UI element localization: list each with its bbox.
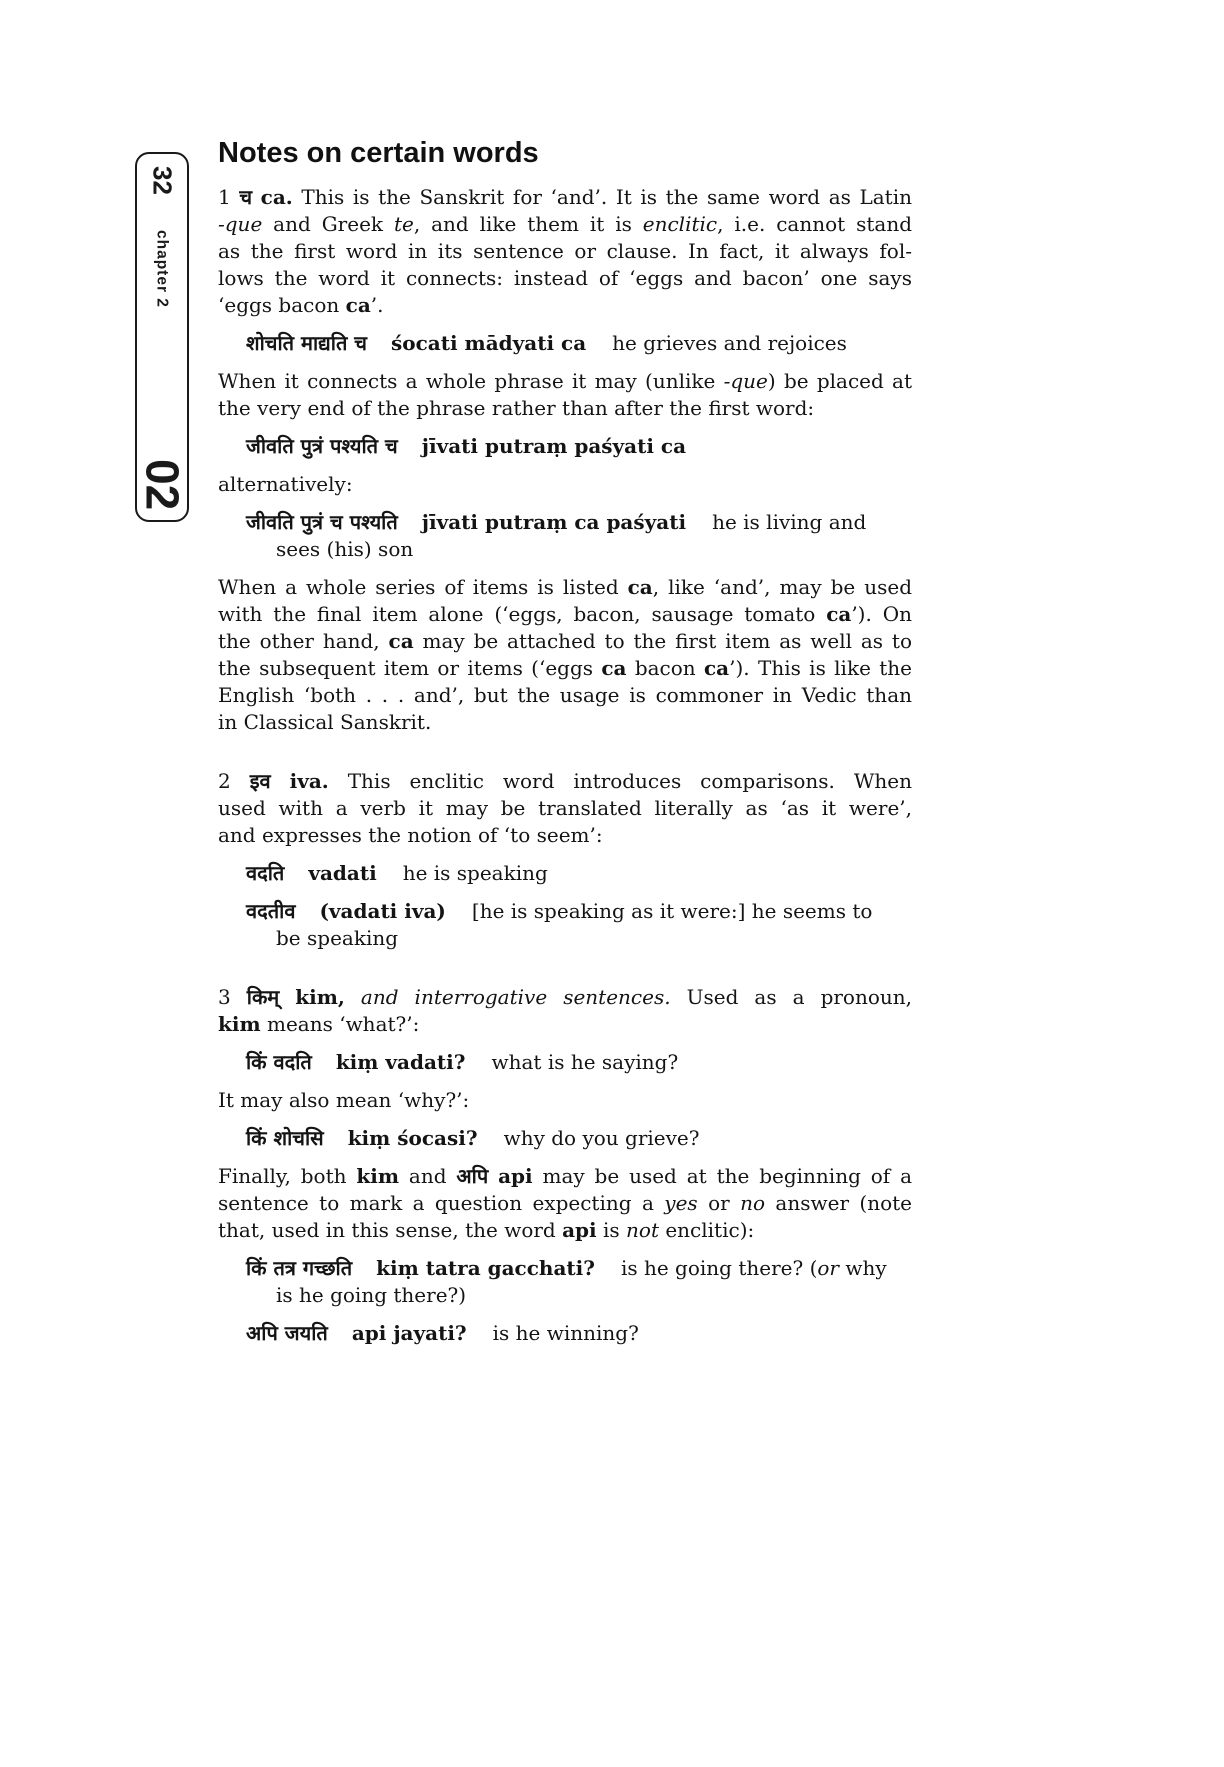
text-segment: iva.	[289, 769, 329, 793]
example-block	[246, 1320, 912, 1347]
devanagari-text: शोचति माद्यति च	[246, 331, 368, 355]
text-segment: used with a verb it may be translated literally as ‘as it were’,	[218, 796, 912, 820]
text-segment: It may also mean ‘why?’:	[218, 1088, 470, 1112]
text-segment: may be used at the beginning of a	[532, 1164, 912, 1188]
text-segment: ’.	[370, 293, 384, 317]
text-line	[218, 822, 912, 849]
text-segment: enclitic	[642, 212, 718, 236]
devanagari-text: किं शोचसि	[246, 1126, 324, 1150]
example-block	[246, 330, 912, 357]
text-segment: -que	[218, 212, 263, 236]
text-segment: ca.	[260, 185, 293, 209]
text-segment: English ‘both . . . and’, but the usage is commoner in Vedic than	[218, 683, 912, 707]
transliteration-text: vadati	[308, 861, 377, 885]
text-segment: he is speaking	[402, 861, 548, 885]
transliteration-text: (vadati iva)	[319, 899, 446, 923]
text-segment: means ‘what?’:	[260, 1012, 420, 1036]
text-segment: This enclitic word introduces comparisons. When	[328, 769, 912, 793]
text-segment: kim	[218, 1012, 261, 1036]
text-line	[218, 655, 912, 682]
text-segment: [he is speaking as it were:] he seems to	[471, 899, 873, 923]
text-segment	[345, 985, 361, 1009]
text-line	[218, 1011, 912, 1038]
text-line	[218, 768, 912, 795]
devanagari-text: वदति	[246, 861, 285, 885]
text-segment: with the final item alone (‘eggs, bacon, sausage tomato	[218, 602, 827, 626]
transliteration-text: jīvati putraṃ ca paśyati	[421, 510, 687, 534]
text-segment: and expresses the notion of ‘to seem’:	[218, 823, 603, 847]
gloss-text	[712, 510, 866, 534]
example-block	[246, 509, 912, 563]
example-block	[246, 860, 912, 887]
text-segment: When it connects a whole phrase it may (unlike	[218, 369, 724, 393]
text-segment: the subsequent item or items (‘eggs	[218, 656, 602, 680]
example-block	[246, 1125, 912, 1152]
devanagari-text: अपि जयति	[246, 1321, 328, 1345]
text-segment: 2	[218, 769, 250, 793]
gloss-text	[612, 331, 847, 355]
text-segment: the very end of the phrase rather than after the first word:	[218, 396, 815, 420]
text-segment: answer (note	[765, 1191, 912, 1215]
text-segment	[279, 985, 295, 1009]
transliteration-text: kiṃ tatra gacchati?	[376, 1256, 595, 1280]
text-line	[218, 795, 912, 822]
text-segment: ‘eggs bacon	[218, 293, 346, 317]
text-segment: , and like them it is	[413, 212, 643, 236]
content	[218, 184, 912, 1347]
devanagari-inline: अपि	[456, 1164, 489, 1188]
gloss-text	[472, 899, 873, 923]
page-number: 32	[147, 166, 178, 195]
gloss-text	[621, 1256, 887, 1280]
text-segment: yes	[664, 1191, 698, 1215]
text-line	[218, 984, 912, 1011]
devanagari-text: वदतीव	[246, 899, 296, 923]
gloss-text	[492, 1050, 679, 1074]
text-segment: he is living and	[712, 510, 867, 534]
chapter-number-large: 02	[136, 458, 189, 510]
text-segment	[252, 185, 261, 209]
text-segment: and interrogative sentences.	[360, 985, 671, 1009]
text-segment: not	[626, 1218, 659, 1242]
gloss-text	[504, 1126, 700, 1150]
text-line	[218, 292, 912, 319]
text-segment: ca	[601, 656, 627, 680]
text-segment: ca	[345, 293, 371, 317]
page-title: Notes on certain words	[218, 137, 539, 169]
text-segment: 3	[218, 985, 247, 1009]
text-line	[218, 574, 912, 601]
text-segment: what is he saying?	[491, 1050, 679, 1074]
text-line	[218, 471, 912, 498]
paragraph	[218, 984, 912, 1038]
gloss-continuation: is he going there?)	[276, 1283, 467, 1307]
text-segment: bacon	[626, 656, 704, 680]
text-segment: -que	[723, 369, 768, 393]
paragraph	[218, 768, 912, 849]
example-block	[246, 898, 912, 952]
text-segment: is	[596, 1218, 627, 1242]
text-segment: enclitic):	[658, 1218, 755, 1242]
text-line	[218, 238, 912, 265]
text-segment: api	[498, 1164, 533, 1188]
text-segment	[271, 769, 290, 793]
text-segment: why do you grieve?	[503, 1126, 700, 1150]
chapter-side-tab	[135, 152, 189, 522]
text-line	[218, 1217, 912, 1244]
text-line	[218, 211, 912, 238]
text-segment: 1	[218, 185, 240, 209]
text-segment: he grieves and rejoices	[612, 331, 847, 355]
text-segment: is he winning?	[492, 1321, 639, 1345]
text-segment: in Classical Sanskrit.	[218, 710, 432, 734]
gloss-continuation: sees (his) son	[276, 537, 414, 561]
paragraph	[218, 1163, 912, 1244]
devanagari-text: किं वदति	[246, 1050, 312, 1074]
text-segment: ca	[826, 602, 852, 626]
text-segment: as the first word in its sentence or clause. In fact, it always fol-	[218, 239, 912, 263]
text-line	[218, 1190, 912, 1217]
devanagari-text: जीवति पुत्रं पश्यति च	[246, 434, 398, 458]
text-line	[218, 709, 912, 736]
text-line	[218, 265, 912, 292]
text-segment: Used as a pronoun,	[670, 985, 913, 1009]
text-segment: and Greek	[262, 212, 394, 236]
text-segment: This is the Sanskrit for ‘and’. It is the same word as Latin	[292, 185, 912, 209]
text-segment: sentence to mark a question expecting a	[218, 1191, 665, 1215]
paragraph	[218, 1087, 912, 1114]
text-segment: may be attached to the first item as well as to	[413, 629, 913, 653]
text-line	[218, 628, 912, 655]
text-segment: , like ‘and’, may be used	[652, 575, 912, 599]
text-line	[218, 682, 912, 709]
text-segment: or	[697, 1191, 741, 1215]
text-segment: ) be placed at	[767, 369, 913, 393]
text-segment: Finally, both	[218, 1164, 357, 1188]
example-block	[246, 433, 912, 460]
text-segment: , i.e. cannot stand	[717, 212, 913, 236]
text-line	[218, 184, 912, 211]
example-block	[246, 1049, 912, 1076]
gloss-text	[493, 1321, 639, 1345]
transliteration-text: kiṃ śocasi?	[347, 1126, 478, 1150]
text-segment: te	[393, 212, 414, 236]
transliteration-text: kiṃ vadati?	[335, 1050, 466, 1074]
devanagari-text: किं तत्र गच्छति	[246, 1256, 353, 1280]
text-column	[218, 136, 912, 1358]
chapter-label: chapter 2	[153, 230, 171, 308]
text-segment: kim	[356, 1164, 400, 1188]
text-line	[218, 1163, 912, 1190]
text-segment: no	[740, 1191, 766, 1215]
text-line	[218, 395, 912, 422]
text-line	[218, 368, 912, 395]
text-segment: why	[838, 1256, 887, 1280]
text-segment: api	[562, 1218, 597, 1242]
text-segment: kim,	[295, 985, 345, 1009]
devanagari-inline: इव	[249, 769, 271, 793]
transliteration-text: api jayati?	[351, 1321, 467, 1345]
text-segment: is he going there? (	[620, 1256, 818, 1280]
paragraph	[218, 574, 912, 736]
text-segment: or	[817, 1256, 839, 1280]
gloss-continuation: be speaking	[276, 926, 399, 950]
text-segment: ca	[627, 575, 653, 599]
text-line	[218, 601, 912, 628]
text-line	[218, 1087, 912, 1114]
transliteration-text: śocati mādyati ca	[391, 331, 587, 355]
text-segment: and	[399, 1164, 457, 1188]
gloss-text	[403, 861, 548, 885]
text-segment	[488, 1164, 498, 1188]
text-segment: ’). On	[851, 602, 912, 626]
text-segment: ’). This is like the	[729, 656, 912, 680]
text-segment: When a whole series of items is listed	[218, 575, 628, 599]
devanagari-inline: च	[239, 185, 253, 209]
text-segment: alternatively:	[218, 472, 353, 496]
text-segment: ca	[388, 629, 414, 653]
devanagari-text: जीवति पुत्रं च पश्यति	[246, 510, 398, 534]
text-segment: that, used in this sense, the word	[218, 1218, 563, 1242]
text-segment: lows the word it connects: instead of ‘eggs and bacon’ one says	[218, 266, 912, 290]
paragraph	[218, 184, 912, 319]
paragraph	[218, 368, 912, 422]
text-segment: the other hand,	[218, 629, 389, 653]
example-block	[246, 1255, 912, 1309]
transliteration-text: jīvati putraṃ paśyati ca	[421, 434, 687, 458]
paragraph	[218, 471, 912, 498]
devanagari-inline: किम्	[246, 985, 280, 1009]
text-segment: ca	[704, 656, 730, 680]
